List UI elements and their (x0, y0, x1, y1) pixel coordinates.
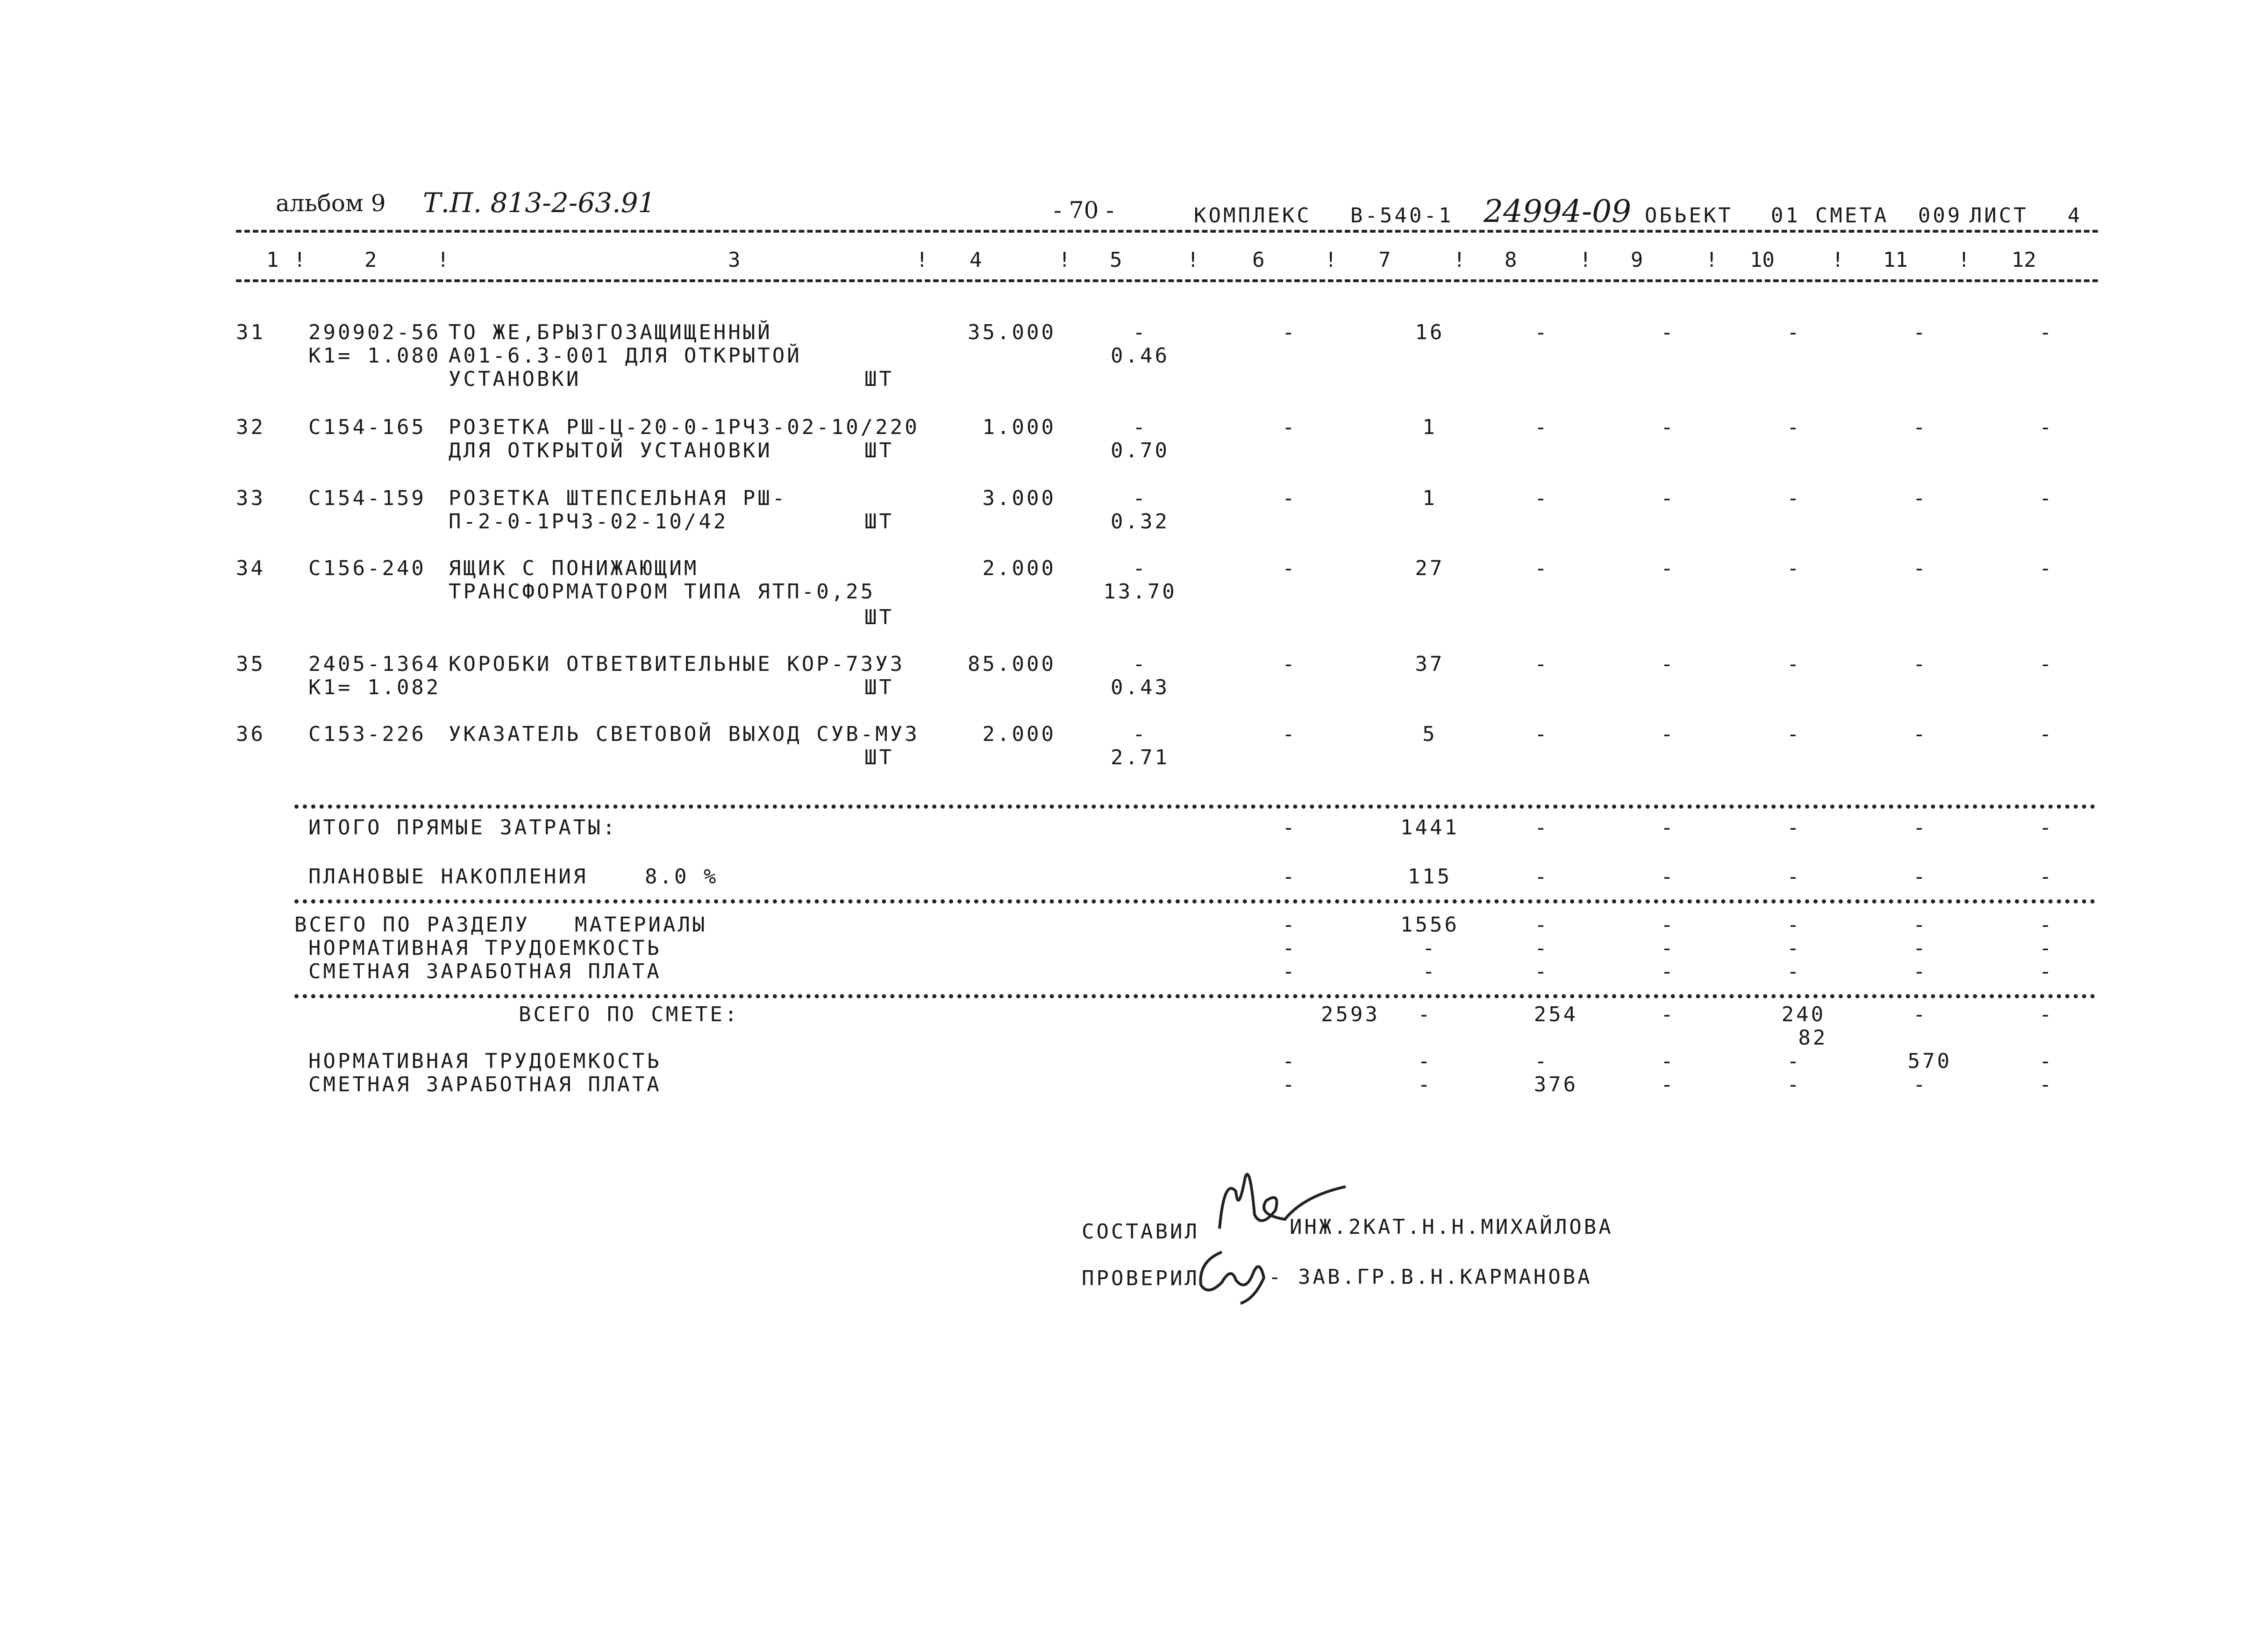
row-col12: - (2039, 652, 2054, 676)
col-7-header: 7 (1378, 248, 1391, 272)
total-col7: - (1422, 960, 1437, 983)
total-col12: - (2039, 936, 2054, 960)
row-unit: ШТ (864, 510, 894, 534)
estimate-col11: 570 (1907, 1049, 1952, 1073)
row-col10: - (1787, 722, 1802, 746)
total-col7: 115 (1407, 865, 1452, 889)
row-description-line: УСТАНОВКИ (449, 367, 581, 391)
checked-by: - ЗАВ.ГР.В.Н.КАРМАНОВА (1269, 1265, 1592, 1289)
total-col10: - (1787, 865, 1802, 889)
row-col12: - (2039, 320, 2054, 344)
row-col10: - (1787, 652, 1802, 676)
total-col10: - (1787, 913, 1802, 937)
page-number: - 70 - (1054, 197, 1114, 224)
col-10-header: 10 (1750, 248, 1775, 272)
section-total-label: ВСЕГО ПО РАЗДЕЛУ (294, 913, 530, 937)
total-col6: - (1282, 936, 1297, 960)
row-code: С154-159 (308, 486, 426, 510)
total-col11: - (1913, 865, 1928, 889)
total-col9: - (1661, 865, 1676, 889)
row-description-line: П-2-0-1РЧЗ-02-10/42 (449, 510, 728, 534)
total-col9: - (1661, 913, 1676, 937)
estimate-col9: - (1661, 1073, 1676, 1096)
total-col6: - (1282, 816, 1297, 840)
total-col7: 1441 (1400, 816, 1459, 840)
col-11-header: 11 (1883, 248, 1908, 272)
row-price: 2.71 (1111, 746, 1170, 769)
total-col9: - (1661, 936, 1676, 960)
row-col11: - (1913, 486, 1928, 510)
total-col12: - (2039, 913, 2054, 937)
total-col11: - (1913, 816, 1928, 840)
row-col10: - (1787, 320, 1802, 344)
row-col7: 1 (1422, 486, 1437, 510)
row-number: 36 (236, 722, 265, 746)
estimate-col9: - (1661, 1049, 1676, 1073)
total-col12: - (2039, 960, 2054, 983)
row-code: С154-165 (308, 415, 426, 439)
estimate-col8: 376 (1533, 1073, 1578, 1096)
total-col10: - (1787, 936, 1802, 960)
row-col6: - (1282, 415, 1297, 439)
row-number: 34 (236, 556, 265, 580)
row-col8: - (1534, 415, 1549, 439)
estimate-col7: - (1418, 1049, 1433, 1073)
total-col12: - (2039, 865, 2054, 889)
labor-label: НОРМАТИВНАЯ ТРУДОЕМКОСТЬ (308, 1049, 662, 1073)
planned-savings-label: ПЛАНОВЫЕ НАКОПЛЕНИЯ (308, 865, 588, 889)
wage-label: СМЕТНАЯ ЗАРАБОТНАЯ ПЛАТА (308, 960, 662, 983)
row-unit: ШТ (864, 605, 894, 629)
total-col8: - (1534, 960, 1549, 983)
total-col7: - (1422, 936, 1437, 960)
total-col8: - (1534, 865, 1549, 889)
row-price: 13.70 (1103, 580, 1177, 604)
row-quantity: 1.000 (982, 415, 1056, 439)
row-col6: - (1282, 556, 1297, 580)
row-unit: ШТ (864, 676, 894, 699)
row-col9: - (1661, 320, 1676, 344)
col-5-header: 5 (1110, 248, 1122, 272)
estimate-label: СМЕТА (1815, 204, 1889, 228)
estimate-col11: - (1913, 1073, 1928, 1096)
row-description-line: ТО ЖЕ,БРЫЗГОЗАЩИЩЕННЫЙ (449, 320, 772, 344)
row-description-line: РОЗЕТКА ШТЕПСЕЛЬНАЯ РШ- (449, 486, 787, 510)
row-quantity: 3.000 (982, 486, 1056, 510)
complex-label: КОМПЛЕКС (1194, 204, 1312, 228)
row-code: 290902-56 (308, 320, 441, 344)
row-quantity: 2.000 (982, 556, 1056, 580)
estimate-col10: 240 (1781, 1003, 1826, 1026)
row-col10: - (1787, 556, 1802, 580)
estimate-number: 009 (1918, 204, 1962, 228)
project-code: Т.П. 813-2-63.91 (423, 187, 656, 219)
row-description-line: ДЛЯ ОТКРЫТОЙ УСТАНОВКИ (449, 439, 772, 463)
estimate-col9: - (1661, 1003, 1676, 1026)
col-3-header: 3 (728, 248, 741, 272)
row-price-dash: - (1133, 722, 1148, 746)
row-description-line: КОРОБКИ ОТВЕТВИТЕЛЬНЫЕ КОР-73УЗ (449, 652, 905, 676)
row-col6: - (1282, 320, 1297, 344)
row-description-line: РОЗЕТКА РШ-Ц-20-0-1РЧЗ-02-10/220 (449, 415, 920, 439)
handwritten-number: 24994-09 (1483, 193, 1632, 229)
total-col7: 1556 (1400, 913, 1459, 937)
total-col11: - (1913, 960, 1928, 983)
compiled-by: ИНЖ.2КАТ.Н.Н.МИХАЙЛОВА (1290, 1215, 1613, 1239)
total-col9: - (1661, 816, 1676, 840)
row-col8: - (1534, 486, 1549, 510)
col-6-header: 6 (1252, 248, 1265, 272)
col-4-header: 4 (970, 248, 982, 272)
total-col6: - (1282, 960, 1297, 983)
wage-label: СМЕТНАЯ ЗАРАБОТНАЯ ПЛАТА (308, 1073, 662, 1096)
row-col8: - (1534, 320, 1549, 344)
col-separator: ! (1325, 248, 1337, 272)
total-col11: - (1913, 913, 1928, 937)
row-number: 32 (236, 415, 265, 439)
row-col12: - (2039, 556, 2054, 580)
row-col12: - (2039, 486, 2054, 510)
row-col7: 27 (1415, 556, 1445, 580)
estimate-col8: 254 (1533, 1003, 1578, 1026)
row-description-line: ТРАНСФОРМАТОРОМ ТИПА ЯТП-0,25 (449, 580, 876, 604)
row-price: 0.70 (1111, 439, 1170, 463)
estimate-col6: - (1282, 1073, 1297, 1096)
row-col9: - (1661, 652, 1676, 676)
row-quantity: 2.000 (982, 722, 1056, 746)
col-12-header: 12 (2011, 248, 2036, 272)
section-total-name: МАТЕРИАЛЫ (575, 913, 707, 937)
estimate-col11: - (1913, 1003, 1928, 1026)
estimate-col8: - (1534, 1049, 1549, 1073)
row-unit: ШТ (864, 746, 894, 769)
checked-label: ПРОВЕРИЛ (1082, 1267, 1199, 1290)
row-quantity: 85.000 (968, 652, 1056, 676)
estimate-col12: - (2039, 1049, 2054, 1073)
row-price-dash: - (1133, 320, 1148, 344)
row-col9: - (1661, 556, 1676, 580)
total-col8: - (1534, 816, 1549, 840)
row-coefficient: К1= 1.080 (308, 344, 441, 368)
row-price: 0.46 (1111, 344, 1170, 368)
total-col8: - (1534, 936, 1549, 960)
estimate-col7: - (1418, 1073, 1433, 1096)
row-col6: - (1282, 652, 1297, 676)
row-price-dash: - (1133, 486, 1148, 510)
labor-label: НОРМАТИВНАЯ ТРУДОЕМКОСТЬ (308, 936, 662, 960)
dotted-separator (294, 804, 2096, 809)
header-rule-bottom (236, 279, 2098, 282)
col-9-header: 9 (1631, 248, 1643, 272)
total-col6: - (1282, 865, 1297, 889)
row-code: 2405-1364 (308, 652, 441, 676)
sheet-number: 4 (2068, 204, 2083, 228)
estimate-col10: - (1787, 1049, 1802, 1073)
col-separator: ! (1453, 248, 1466, 272)
row-description-line: ЯЩИК С ПОНИЖАЮЩИМ (449, 556, 699, 580)
row-col11: - (1913, 320, 1928, 344)
estimate-col6: 2593 (1321, 1003, 1380, 1026)
total-col6: - (1282, 913, 1297, 937)
estimate-col12: - (2039, 1073, 2054, 1096)
col-separator: ! (1705, 248, 1718, 272)
sheet-label: ЛИСТ (1969, 204, 2028, 228)
row-col11: - (1913, 556, 1928, 580)
row-description-line: УКАЗАТЕЛЬ СВЕТОВОЙ ВЫХОД СУВ-МУЗ (449, 722, 920, 746)
estimate-col12: - (2039, 1003, 2054, 1026)
dotted-separator (294, 899, 2096, 904)
row-quantity: 35.000 (968, 320, 1056, 344)
row-price: 0.43 (1111, 676, 1170, 699)
row-col7: 37 (1415, 652, 1445, 676)
estimate-col10: - (1787, 1073, 1802, 1096)
row-col7: 5 (1422, 722, 1437, 746)
col-2-header: 2 (364, 248, 377, 272)
total-col8: - (1534, 913, 1549, 937)
col-1-header: 1 (266, 248, 279, 272)
row-code: С153-226 (308, 722, 426, 746)
total-col12: - (2039, 816, 2054, 840)
estimate-col6: - (1282, 1049, 1297, 1073)
col-separator: ! (1187, 248, 1199, 272)
row-col9: - (1661, 415, 1676, 439)
dotted-separator (294, 994, 2096, 998)
direct-costs-label: ИТОГО ПРЯМЫЕ ЗАТРАТЫ: (308, 816, 618, 840)
estimate-col7: - (1418, 1003, 1433, 1026)
estimate-total-label: ВСЕГО ПО СМЕТЕ: (519, 1003, 740, 1026)
row-number: 33 (236, 486, 265, 510)
header-rule-top (236, 230, 2098, 233)
row-unit: ШТ (864, 439, 894, 463)
row-coefficient: К1= 1.082 (308, 676, 441, 699)
col-separator: ! (916, 248, 928, 272)
total-col10: - (1787, 816, 1802, 840)
row-price-dash: - (1133, 556, 1148, 580)
row-description-line: А01-6.3-001 ДЛЯ ОТКРЫТОЙ (449, 344, 802, 368)
col-separator: ! (1832, 248, 1844, 272)
col-8-header: 8 (1505, 248, 1517, 272)
row-col8: - (1534, 652, 1549, 676)
row-col6: - (1282, 486, 1297, 510)
col-separator: ! (293, 248, 306, 272)
col-separator: ! (437, 248, 449, 272)
row-col12: - (2039, 415, 2054, 439)
row-col8: - (1534, 722, 1549, 746)
col-separator: ! (1058, 248, 1071, 272)
row-col10: - (1787, 415, 1802, 439)
album-label: альбом 9 (276, 190, 386, 217)
object-label: ОБЬЕКТ (1645, 204, 1733, 228)
complex-code: В-540-1 (1350, 204, 1454, 228)
row-col9: - (1661, 722, 1676, 746)
row-col11: - (1913, 722, 1928, 746)
row-number: 35 (236, 652, 265, 676)
row-col8: - (1534, 556, 1549, 580)
row-number: 31 (236, 320, 265, 344)
estimate-col10-extra: 82 (1798, 1026, 1828, 1050)
row-price-dash: - (1133, 415, 1148, 439)
row-unit: ШТ (864, 367, 894, 391)
row-code: С156-240 (308, 556, 426, 580)
col-separator: ! (1958, 248, 1970, 272)
row-price: 0.32 (1111, 510, 1170, 534)
row-col9: - (1661, 486, 1676, 510)
planned-savings-percent: 8.0 % (645, 865, 719, 889)
total-col10: - (1787, 960, 1802, 983)
object-number: 01 (1771, 204, 1800, 228)
col-separator: ! (1579, 248, 1592, 272)
row-col11: - (1913, 652, 1928, 676)
total-col11: - (1913, 936, 1928, 960)
total-col9: - (1661, 960, 1676, 983)
row-col7: 16 (1415, 320, 1445, 344)
row-col7: 1 (1422, 415, 1437, 439)
row-col6: - (1282, 722, 1297, 746)
row-col10: - (1787, 486, 1802, 510)
compiled-label: СОСТАВИЛ (1082, 1220, 1199, 1244)
row-col12: - (2039, 722, 2054, 746)
row-col11: - (1913, 415, 1928, 439)
row-price-dash: - (1133, 652, 1148, 676)
